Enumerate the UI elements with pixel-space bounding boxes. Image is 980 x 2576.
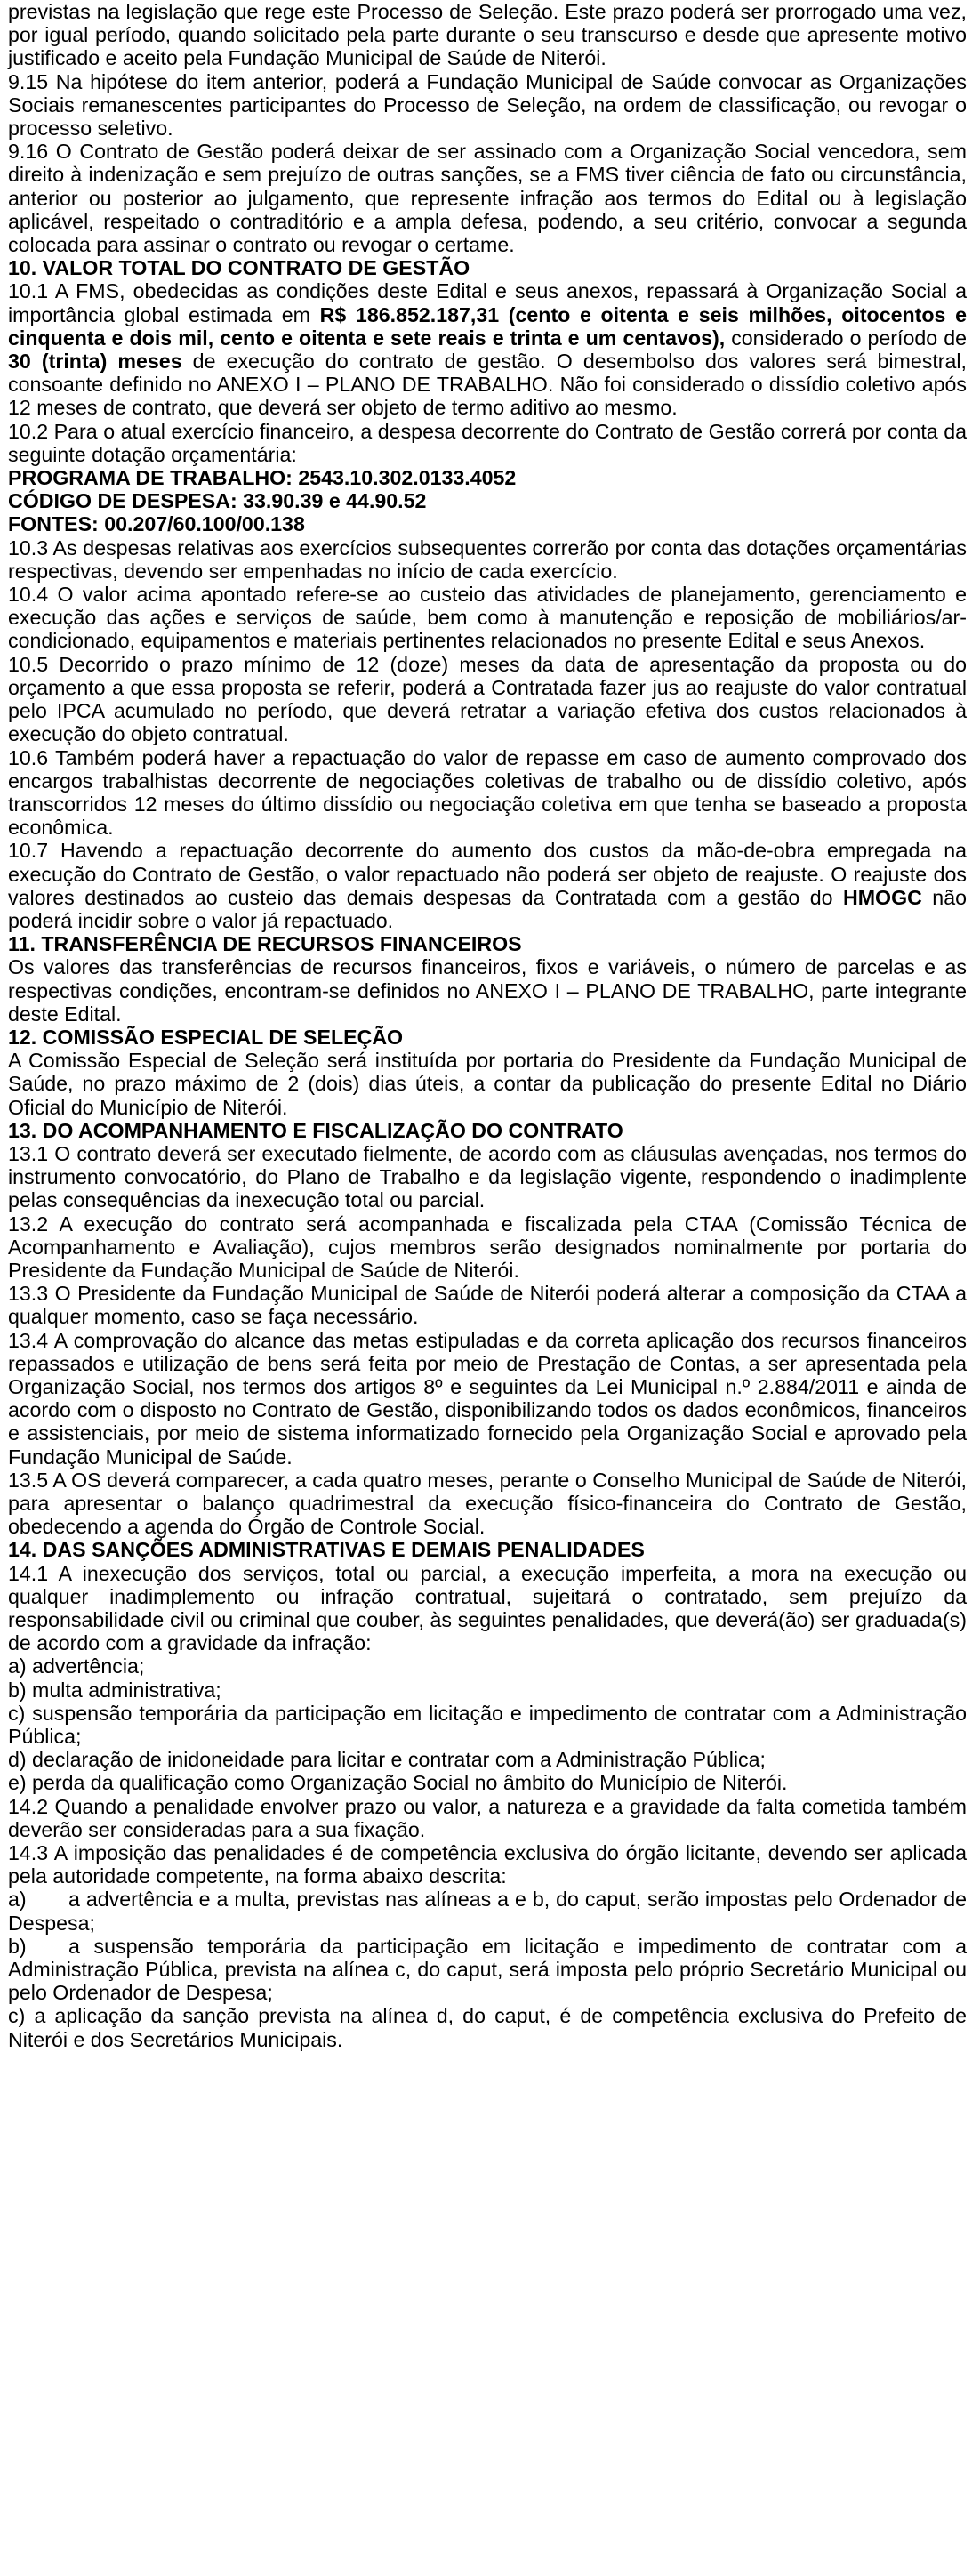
paragraph-13-2: 13.2 A execução do contrato será acompanhada e fiscalizada pela CTAA (Comissão Técnica de Acompanhamento e Avaliação), cujos membros serão designados nominalmente por portaria do Presidente da Fundação Municipal de Saúde de Niterói. <box>8 1212 967 1282</box>
heading-section-13: 13. DO ACOMPANHAMENTO E FISCALIZAÇÃO DO CONTRATO <box>8 1118 623 1142</box>
paragraph-10-6: 10.6 Também poderá haver a repactuação do valor de repasse em caso de aumento comprovado dos encargos trabalhistas decorrente de negociações coletivas de trabalho ou de dissídio coletivo, após transcorridos 12 meses do último dissídio ou negociação coletiva em que tenha se baseado a proposta econômica. <box>8 745 967 840</box>
paragraph-10-2: 10.2 Para o atual exercício financeiro, a despesa decorrente do Contrato de Gestão correrá por conta da seguinte dotação orçamentária: <box>8 419 967 466</box>
paragraph-10-1-text-1: 10.1 A FMS, obedecidas as condições deste Edital e seus anexos, repassará à Organização Social a importância global estimada em <box>8 279 967 326</box>
contract-amount: R$ 186.852.187,31 (cento e oitenta e seis milhões, oitocentos e cinquenta e dois mil, cento e oitenta e sete reais e trinta e um centavos), <box>8 302 967 350</box>
paragraph-14-2: 14.2 Quando a penalidade envolver prazo ou valor, a natureza e a gravidade da falta cometida também deverão ser consideradas para a sua fixação. <box>8 1794 967 1841</box>
paragraph-13-3: 13.3 O Presidente da Fundação Municipal de Saúde de Niterói poderá alterar a composição da CTAA a qualquer momento, caso se faça necessário. <box>8 1282 967 1329</box>
authority-list-item <box>8 2004 967 2050</box>
paragraph-14-1: 14.1 A inexecução dos serviços, total ou parcial, a execução imperfeita, a mora na execução ou qualquer inadimplemento ou infração contratual, sujeitará o contratado, sem prejuízo da responsabilidade civil ou criminal que couber, às seguintes penalidades, que deverá(ão) ser graduada(s) de acordo com a gravidade da infração: <box>8 1561 967 1655</box>
paragraph-10-7-text-1: 10.7 Havendo a repactuação decorrente do aumento dos custos da mão-de-obra empregada na execução do Contrato de Gestão, o valor repactuado não poderá ser objeto de reajuste. O reajuste dos valores destinados ao custeio das demais despesas da Contratada com a gestão do <box>8 839 967 909</box>
heading-section-10: 10. VALOR TOTAL DO CONTRATO DE GESTÃO <box>8 256 470 280</box>
paragraph-13-5: 13.5 A OS deverá comparecer, a cada quatro meses, perante o Conselho Municipal de Saúde de Niterói, para apresentar o balanço quadrimestral da execução físico-financeira do Contrato de Gestão, obedecendo a agenda do Órgão de Controle Social. <box>8 1468 967 1539</box>
penalty-list-item: b) multa administrativa; <box>8 1678 221 1702</box>
paragraph-10-4: 10.4 O valor acima apontado refere-se ao custeio das atividades de planejamento, gerenciamento e execução das ações e serviços de saúde, bem como à manutenção e reposição de mobiliários/ar-condicionado, equipamentos e materiais pertinentes relacionados no presente Edital e seus Anexos. <box>8 583 967 653</box>
authority-list-label: a) <box>8 1888 27 1912</box>
penalty-list-item: e) perda da qualificação como Organização Social no âmbito do Município de Niterói. <box>8 1771 788 1795</box>
heading-section-11: 11. TRANSFERÊNCIA DE RECURSOS FINANCEIROS <box>8 932 522 956</box>
paragraph-14-3: 14.3 A imposição das penalidades é de competência exclusiva do órgão licitante, devendo ser aplicada pela autoridade competente, na forma abaixo descrita: <box>8 1841 967 1888</box>
paragraph-10-1 <box>8 279 967 419</box>
hmogc-label: HMOGC <box>842 885 922 909</box>
penalty-list-item: d) declaração de inidoneidade para licitar e contratar com a Administração Pública; <box>8 1748 766 1772</box>
authority-list-item <box>8 1935 967 2005</box>
codigo-de-despesa: CÓDIGO DE DESPESA: 33.90.39 e 44.90.52 <box>8 489 427 513</box>
penalty-list-item: a) advertência; <box>8 1654 145 1678</box>
penalty-list-item: c) suspensão temporária da participação em licitação e impedimento de contratar com a Administração Pública; <box>8 1701 967 1749</box>
paragraph-11: Os valores das transferências de recursos financeiros, fixos e variáveis, o número de parcelas e as respectivas condições, encontram-se definidos no ANEXO I – PLANO DE TRABALHO, parte integrante deste Edital. <box>8 955 967 1026</box>
programa-de-trabalho: PROGRAMA DE TRABALHO: 2543.10.302.0133.4052 <box>8 466 517 490</box>
paragraph-13-1: 13.1 O contrato deverá ser executado fielmente, de acordo com as cláusulas avençadas, nos termos do instrumento convocatório, do Plano de Trabalho e da legislação vigente, respondendo o inadimplente pelas consequências da inexecução total ou parcial. <box>8 1141 967 1212</box>
authority-list-label: b) <box>8 1934 27 1958</box>
paragraph-9-15: 9.15 Na hipótese do item anterior, poderá a Fundação Municipal de Saúde convocar as Organizações Sociais remanescentes participantes do Processo de Seleção, na ordem de classificação, ou revogar o processo seletivo. <box>8 69 967 141</box>
authority-list-label: c) <box>8 2004 26 2028</box>
authority-list-text: a suspensão temporária da participação em licitação e impedimento de contratar com a Administração Pública, prevista na alínea c, do caput, será imposta pelo próprio Secretário Municipal ou pelo Ordenador de Despesa; <box>8 1934 967 2005</box>
paragraph-13-4: 13.4 A comprovação do alcance das metas estipuladas e da correta aplicação dos recursos financeiros repassados e utilização de bens será feita por meio de Prestação de Contas, a ser apresentada pela Organização Social, nos termos dos artigos 8º e seguintes da Lei Municipal n.º 2.884/2011 e ainda de acordo com o disposto no Contrato de Gestão, disponibilizando todos os dados econômicos, financeiros e assistenciais, por meio de sistema informatizado fornecido pela Organização Social e aprovado pela Fundação Municipal de Saúde. <box>8 1328 967 1469</box>
paragraph-10-1-text-2: considerado o período de <box>725 326 967 350</box>
paragraph-12: A Comissão Especial de Seleção será instituída por portaria do Presidente da Fundação Municipal de Saúde, no prazo máximo de 2 (dois) dias úteis, a contar da publicação do presente Edital no Diário Oficial do Município de Niterói. <box>8 1049 967 1119</box>
paragraph-10-3: 10.3 As despesas relativas aos exercícios subsequentes correrão por conta das dotações orçamentárias respectivas, devendo ser empenhadas no início de cada exercício. <box>8 535 967 583</box>
authority-list-text: a advertência e a multa, previstas nas alíneas a e b, do caput, serão impostas pelo Ordenador de Despesa; <box>8 1888 967 1935</box>
authority-list-text: a aplicação da sanção prevista na alínea d, do caput, é de competência exclusiva do Prefeito de Niterói e dos Secretários Municipais. <box>8 2004 967 2051</box>
paragraph-10-5: 10.5 Decorrido o prazo mínimo de 12 (doze) meses da data de apresentação da proposta ou do orçamento a que essa proposta se referir, poderá a Contratada fazer jus ao reajuste do valor contratual pelo IPCA acumulado no período, que deverá retratar a variação efetiva dos custos relacionados à execução do objeto contratual. <box>8 652 967 746</box>
heading-section-14: 14. DAS SANÇÕES ADMINISTRATIVAS E DEMAIS PENALIDADES <box>8 1538 645 1562</box>
paragraph-10-7 <box>8 839 967 932</box>
paragraph-10-7-text-2: não poderá incidir sobre o valor já repactuado. <box>8 885 967 932</box>
paragraph-9-16: 9.16 O Contrato de Gestão poderá deixar de ser assinado com a Organização Social vencedora, sem direito à indenização e sem prejuízo de outras sanções, se a FMS tiver ciência de fato ou circunstância, anterior ou posterior ao julgamento, que represente infração aos termos do Edital ou à legislação aplicável, respeitado o contraditório e a ampla defesa, podendo, a seu critério, convocar a segunda colocada para assinar o contrato ou revogar o certame. <box>8 140 967 257</box>
heading-section-12: 12. COMISSÃO ESPECIAL DE SELEÇÃO <box>8 1025 404 1049</box>
fontes: FONTES: 00.207/60.100/00.138 <box>8 512 305 536</box>
contract-period: 30 (trinta) meses <box>8 350 182 374</box>
paragraph-10-1-text-3: de execução do contrato de gestão. O desembolso dos valores será bimestral, consoante definido no ANEXO I – PLANO DE TRABALHO. Não foi considerado o dissídio coletivo após 12 meses de contrato, que deverá ser objeto de termo aditivo ao mesmo. <box>8 350 967 420</box>
authority-list-item <box>8 1888 967 1934</box>
paragraph-9-14-tail: previstas na legislação que rege este Processo de Seleção. Este prazo poderá ser prorrogado uma vez, por igual período, quando solicitado pela parte durante o seu transcurso e desde que apresente motivo justificado e aceito pela Fundação Municipal de Saúde de Niterói. <box>8 0 967 70</box>
